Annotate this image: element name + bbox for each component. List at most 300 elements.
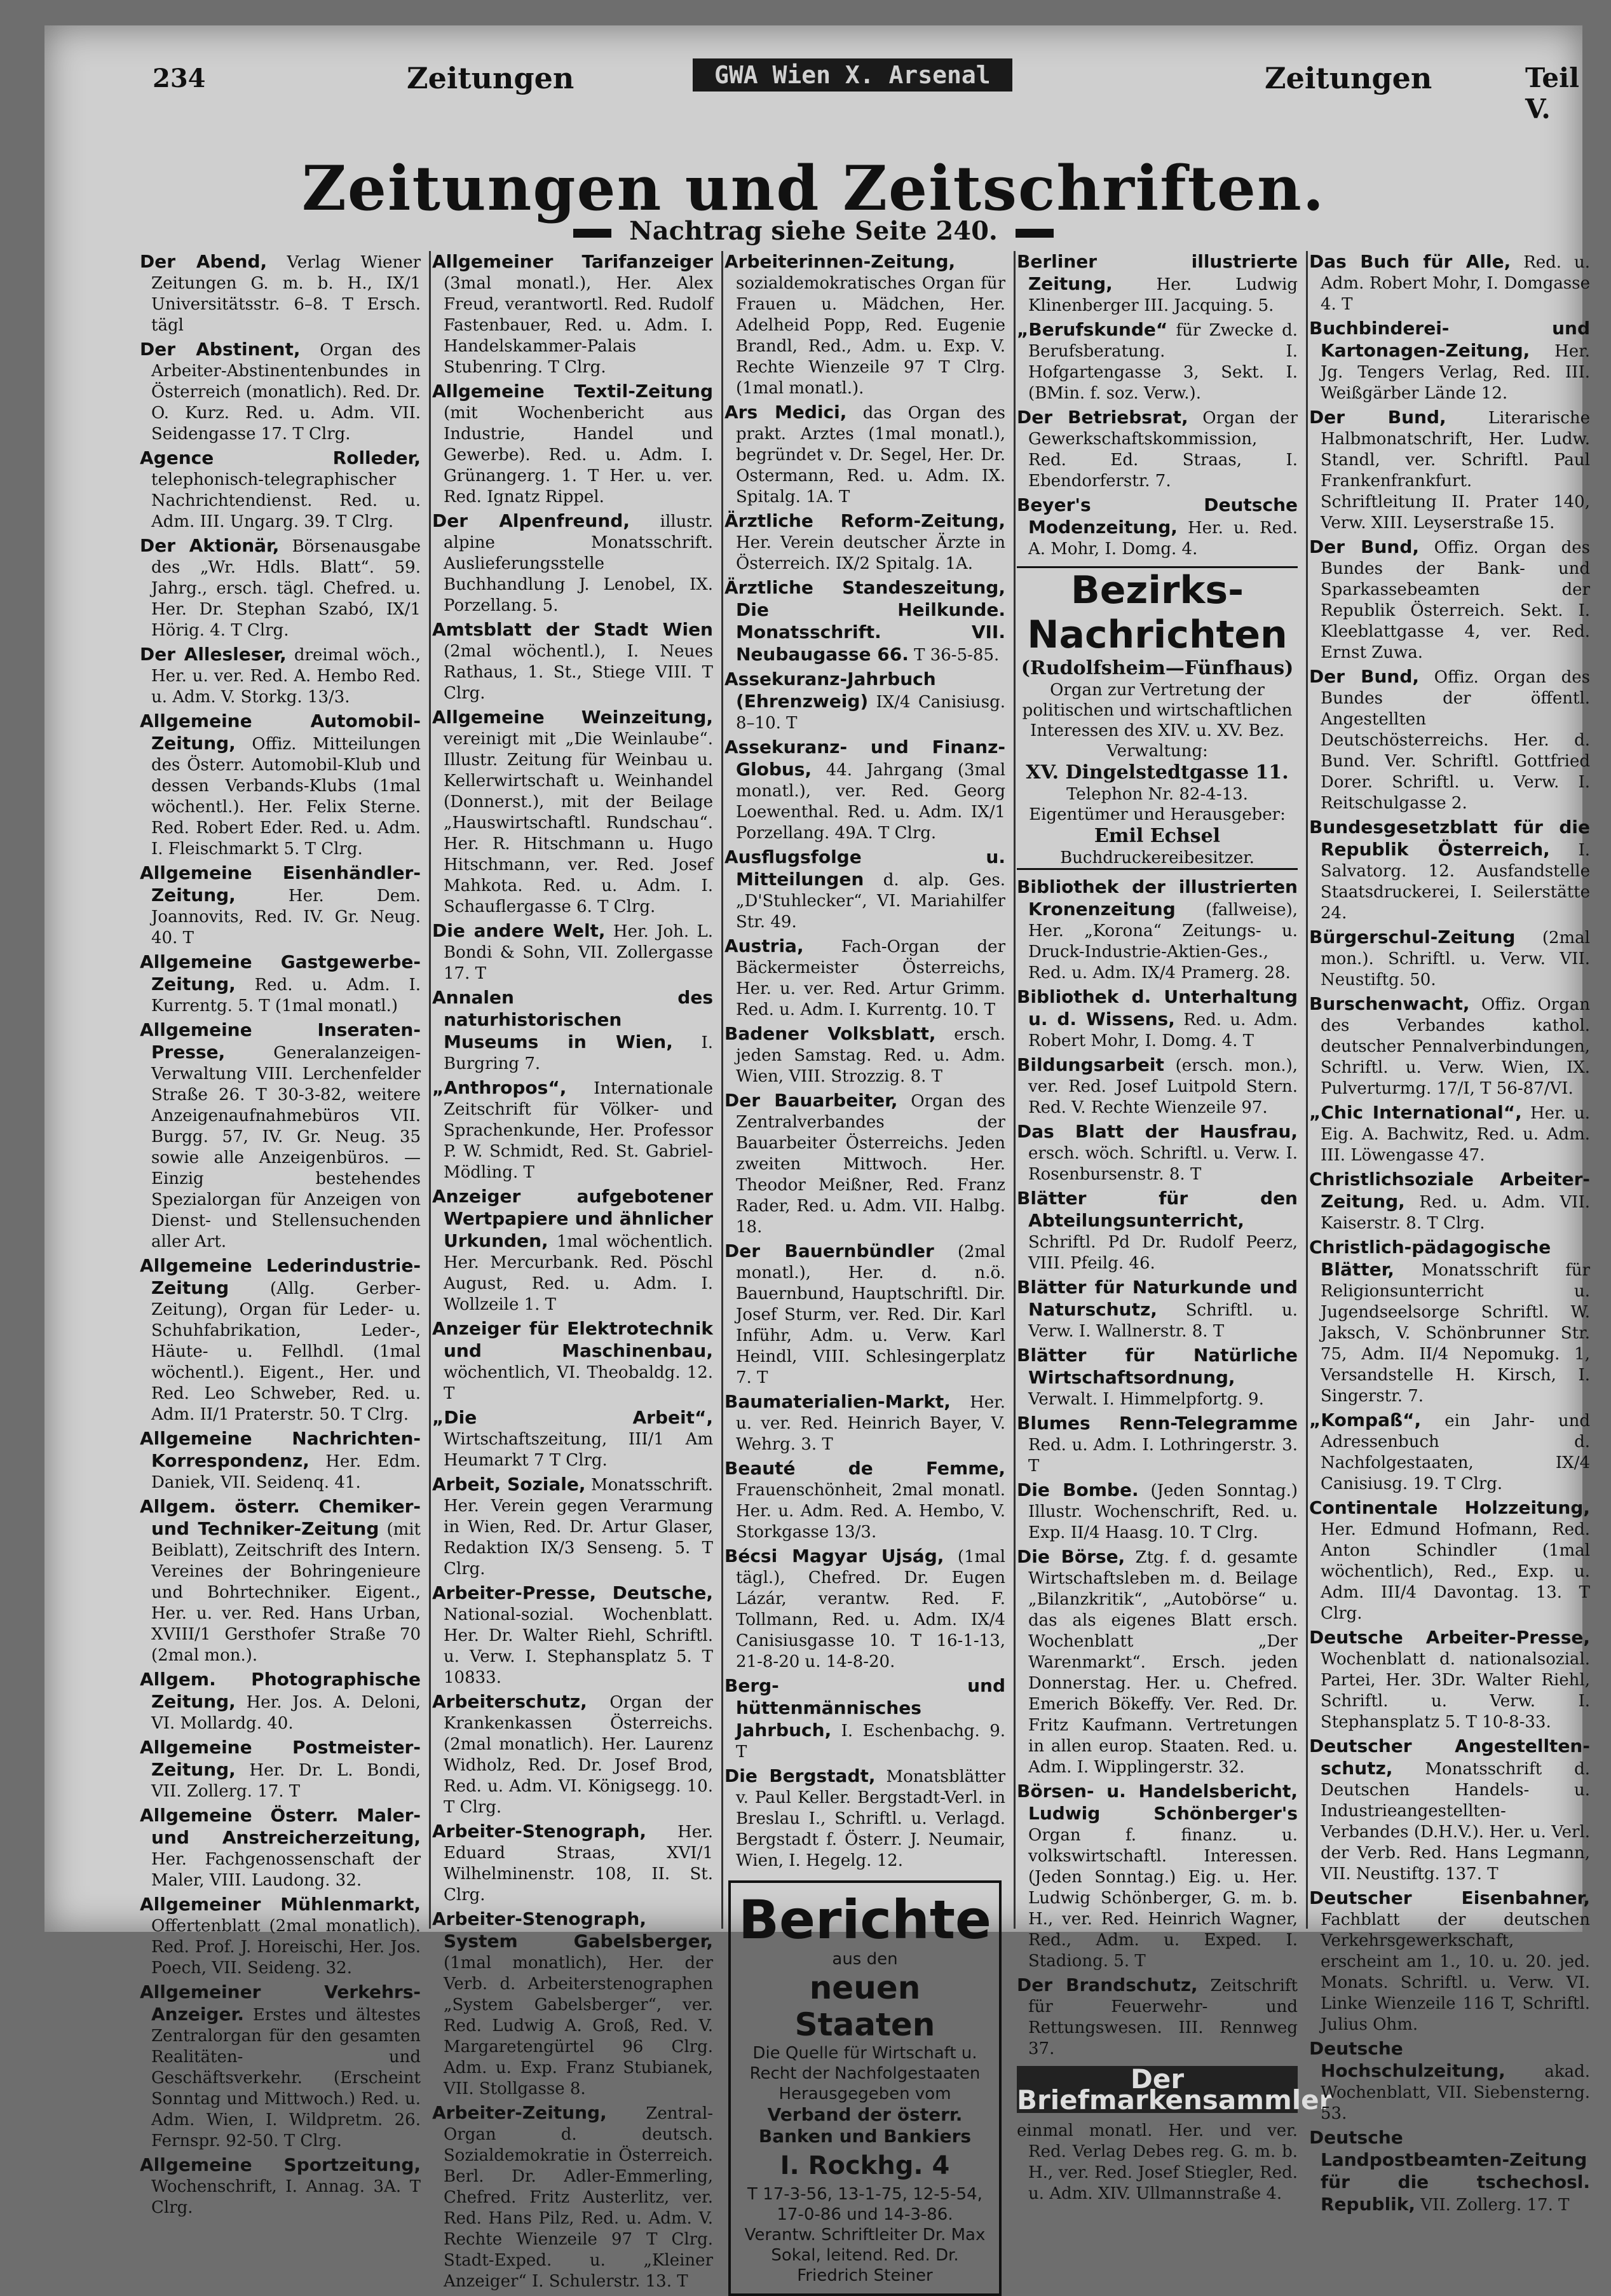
entry-details: (fallweise), Her. „Korona“ Zeitungs- u. Druck-Industrie-Aktien-Ges., Red. u. Adm. IX/4 Pramerg. 28. <box>1028 900 1298 982</box>
subtitle-text: Nachtrag siehe Seite 240. <box>629 216 998 246</box>
entry-name: Arbeit, Soziale, <box>432 1474 586 1495</box>
entry-name: Berliner illustrierte Zeitung, <box>1017 251 1298 294</box>
entry-details: Her. Jos. A. Deloni, VI. Mollardg. 40. <box>151 1693 421 1733</box>
entry-name: Bürgerschul-Zeitung <box>1309 927 1516 948</box>
entry-name: Allgemeine Lederindustrie-Zeitung <box>140 1255 421 1298</box>
entry-details: Monatsschrift. Her. Verein gegen Verarmung in Wien, Red. Dr. Artur Glaser, Redaktion IX/3 Senseng. 5. T Clrg. <box>444 1476 714 1579</box>
listing-entry <box>432 987 713 1075</box>
listing-entry <box>724 1090 1005 1238</box>
listing-entry <box>140 1019 421 1253</box>
entry-details: Generalanzeigen-Verwaltung VIII. Lerchenfelder Straße 26. T 30-3-82, weitere Anzeigenaufnahmebüros VII. Burgg. 57, IV. Gr. Neug. 35 sowie alle Anzeigenbüros. — Einzig bestehendes Spezialorgan für Anzeigen von Dienst- und Stellensuchenden aller Art. <box>151 1043 421 1251</box>
entry-name: Der Alpenfreund, <box>432 510 630 531</box>
listing-entry <box>724 577 1005 666</box>
entry-name: Allgemeine Weinzeitung, <box>432 707 713 728</box>
entry-name: Das Buch für Alle, <box>1309 251 1511 272</box>
page-number: 234 <box>153 64 206 93</box>
entry-details: Her. Dr. L. Bondi, VII. Zollerg. 17. T <box>151 1761 421 1801</box>
entry-name: Deutsche Landpostbeamten-Zeitung für die tschechosl. Republik, <box>1309 2127 1590 2215</box>
listing-entry <box>1309 666 1590 814</box>
entry-details: IX/4 Canisiusg. 8–10. T <box>736 693 1005 733</box>
entry-details: Offertenblatt (2mal monatlich). Red. Prof. J. Horeischi, Her. Jos. Poech, VII. Seideng. 32. <box>151 1917 421 1978</box>
entry-details: Organ des Zentralverbandes der Bauarbeiter Österreichs. Jeden zweiten Mittwoch. Her. Theodor Meißner, Red. Franz Rader, Red. u. Adm. VII. Halbg. 18. <box>736 1092 1005 1237</box>
entry-name: Blätter für Natürliche Wirtschaftsordnung, <box>1017 1345 1298 1388</box>
listing-entry <box>1017 1781 1298 1972</box>
column-2 <box>432 251 714 2291</box>
entry-name: Allgem. österr. Chemiker- und Techniker-Zeitung <box>140 1496 421 1539</box>
entry-details: Schriftl. u. Verw. I. Wallnerstr. 8. T <box>1028 1301 1298 1341</box>
entry-details: I. Eschenbachg. 9. T <box>736 1722 1006 1762</box>
listing-entry <box>432 1186 713 1315</box>
listing-entry <box>432 920 713 984</box>
entry-details: Literarische Halbmonatschrift, Her. Ludw. Standl, ver. Schriftl. Paul Frankenfrankfurt. Schriftleitung II. Prater 140, Verw. XIII. Leyserstraße 15. <box>1321 409 1590 533</box>
listing-entry <box>1309 1627 1590 1733</box>
entry-details: (mit Beiblatt), Zeitschrift des Intern. Vereines der Bohringenieure und Bohrtechniker. Eigent., Her. u. ver. Red. Hans Urban, XVIII/1 Gersthofer Straße 70 (2mal mon.). <box>151 1520 421 1665</box>
entry-name: Der Betriebsrat, <box>1017 407 1188 428</box>
entry-details: d. alp. Ges. „D'Stuhlecker“, VI. Mariahilfer Str. 49. <box>736 871 1005 932</box>
ad-headline: Berichte <box>738 1889 991 1951</box>
entry-name: Deutsche Hochschulzeitung, <box>1309 2038 1506 2081</box>
listing-entry <box>1309 1237 1590 1407</box>
listing-entry <box>140 951 421 1017</box>
entry-name: Allgemeiner Mühlenmarkt, <box>140 1894 421 1915</box>
column-1 <box>140 251 421 2217</box>
listing-entry <box>1309 1497 1590 1624</box>
entry-name: Buchbinderei- und Kartonagen-Zeitung, <box>1309 318 1590 361</box>
bezirk-headline: Bezirks-Nachrichten <box>1027 568 1288 657</box>
listing-entry <box>1017 1277 1298 1342</box>
entry-details: Ztg. f. d. gesamte Wirtschaftsleben m. d. Beilage „Bilanzkritik“, „Autobörse“ u. das als eigenes Blatt ersch. Wochenblatt „Der Warenmarkt“. Ersch. jeden Donnerstag. Her. u. Chefred. Emerich Bökeffy. Ver. Red. Dr. Fritz Kaufmann. Vertretungen in allen europ. Staaten. Red. u. Adm. I. Wipplingerstr. 32. <box>1028 1548 1298 1777</box>
entry-name: Beauté de Femme, <box>724 1458 1005 1479</box>
entry-name: Blätter für Naturkunde und Naturschutz, <box>1017 1277 1298 1320</box>
entry-name: Der Bauarbeiter, <box>724 1090 898 1111</box>
entry-details: Offiz. Organ des Bundes der Bank- und Sparkassebeamten der Republik Österreich. Sekt. I. Kleeblattgasse 4, ver. Red. Ernst Zuwa. <box>1321 538 1590 662</box>
listing-entry <box>1309 251 1590 315</box>
entry-name: Der Bund, <box>1309 666 1420 687</box>
entry-details: VII. Zollerg. 17. T <box>1420 2196 1570 2215</box>
listing-entry <box>140 1428 421 1493</box>
entry-details: Her. u. Red. A. Mohr, I. Domg. 4. <box>1028 519 1298 559</box>
entry-details: Organ des Arbeiter-Abstinentenbundes in Österreich (monatlich). Red. Dr. O. Kurz. Red. u. Adm. VII. Seidengasse 17. T Clrg. <box>151 341 421 444</box>
entry-name: Der Bauernbündler <box>724 1240 934 1261</box>
briefmarkensammler-heading: Der Briefmarkensammler <box>1017 2063 1333 2116</box>
entry-details: sozialdemokratisches Organ für Frauen u. Mädchen, Her. Adelheid Popp, Red. Eugenie Brandl, Red., Adm. u. Exp. V. Rechte Wienzeile 97 T Clrg. (1mal monatl.). <box>736 274 1005 398</box>
listing-entry <box>140 862 421 949</box>
listing-entry <box>724 846 1005 933</box>
entry-name: Bildungsarbeit <box>1017 1054 1164 1075</box>
entry-name: Amtsblatt der Stadt Wien <box>432 619 713 640</box>
entry-name: Der Abstinent, <box>140 339 301 360</box>
listing-entry <box>724 1240 1005 1389</box>
entry-details: einmal monatl. Her. und ver. Red. Verlag Debes reg. G. m. b. H., ver. Red. Josef Stiegler, Red. u. Adm. XIV. Ullmannstraße 4. <box>1017 2121 1298 2203</box>
column-4 <box>1017 251 1333 2203</box>
entry-name: Der Allesleser, <box>140 644 287 665</box>
ad-subheadline: neuen Staaten <box>794 1969 935 2043</box>
entry-details: ersch. jeden Samstag. Red. u. Adm. Wien, VIII. Strozzig. 8. T <box>736 1025 1006 1086</box>
listing-entry <box>140 447 421 533</box>
listing-entry <box>724 1391 1005 1455</box>
listing-entry <box>1309 407 1590 534</box>
entry-name: Das Blatt der Hausfrau, <box>1017 1121 1298 1142</box>
entry-name: Allgem. Photographische Zeitung, <box>140 1669 421 1712</box>
listing-entry <box>140 1894 421 1979</box>
entry-name: Agence Rolleder, <box>140 447 421 468</box>
listing-entry <box>1309 1169 1590 1234</box>
entry-name: Burschenwacht, <box>1309 993 1470 1014</box>
entry-name: Bibliothek der illustrierten Kronenzeitung <box>1017 876 1298 920</box>
entry-name: Der Aktionär, <box>140 535 280 556</box>
ad-line: Verantw. Schriftleiter Dr. Max Sokal, leitend. Red. Dr. Friedrich Steiner <box>744 2225 986 2285</box>
listing-entry <box>1017 1345 1298 1410</box>
listing-entry <box>1017 319 1298 404</box>
listing-entry <box>724 1765 1005 1871</box>
listing-entry <box>140 2154 421 2218</box>
column-4-entries-top <box>1017 251 1298 560</box>
entry-details: 44. Jahrgang (3mal monatl.), ver. Red. Georg Loewenthal. Red. u. Adm. IX/1 Porzellang. 49A. T Clrg. <box>736 761 1006 843</box>
entry-name: Allgemeiner Tarifanzeiger <box>432 251 713 272</box>
entry-details: telephonisch-telegraphischer Nachrichtendienst. Red. u. Adm. III. Ungarg. 39. T Clrg. <box>151 470 421 531</box>
bezirk-address: XV. Dingelstedtgasse 11. <box>1026 761 1289 784</box>
entry-details: Red. u. Adm. VII. Kaiserstr. 8. T Clrg. <box>1321 1193 1590 1233</box>
entry-details: (Jeden Sonntag.) Illustr. Wochenschrift, Red. u. Exp. II/4 Haasg. 10. T Clrg. <box>1028 1481 1298 1542</box>
entry-name: Arbeiterinnen-Zeitung, <box>724 251 956 272</box>
listing-entry <box>1017 2119 1298 2204</box>
entry-name: Assekuranz-Jahrbuch (Ehrenzweig) <box>724 669 936 712</box>
column-4-entries-bottom <box>1017 2119 1298 2204</box>
entry-details: (2mal mon.). Schriftl. u. Verw. VII. Neustiftg. 50. <box>1321 928 1590 989</box>
listing-entry <box>724 1675 1005 1763</box>
bezirks-nachrichten-box <box>1017 566 1298 870</box>
listing-entry <box>1309 2127 1590 2216</box>
entry-details: Fach-Organ der Bäckermeister Österreichs, Her. u. ver. Red. Artur Grimm. Red. u. Adm. I. Kurrentg. 10. T <box>736 937 1005 1019</box>
entry-name: Deutscher Angestellten-schutz, <box>1309 1736 1590 1779</box>
listing-entry <box>432 1474 713 1580</box>
entry-name: Christlich-pädagogische Blätter, <box>1309 1237 1551 1280</box>
entry-name: Ars Medici, <box>724 402 847 423</box>
entry-details: Offiz. Organ des Verbandes kathol. deutscher Pennalverbindungen, Schriftl. u. Verw. Wien, IX. Pulverturmg. 17/I, T 56-87/VI. <box>1321 995 1591 1098</box>
entry-details: Wochenblatt d. nationalsozial. Partei, Her. 3Dr. Walter Riehl, Schriftl. u. Verw. I. Stephansplatz 5. T 10-8-33. <box>1321 1650 1590 1732</box>
entry-name: Die Börse, <box>1017 1546 1125 1567</box>
entry-name: Die andere Welt, <box>432 920 606 941</box>
bezirk-line: Verwaltung: <box>1106 742 1208 761</box>
entry-details: illustr. alpine Monatsschrift. Auslieferungsstelle Buchhandlung J. Lenobel, IX. Porzellang. 5. <box>444 512 713 615</box>
listing-entry <box>140 644 421 708</box>
listing-entry <box>432 1582 713 1688</box>
entry-details: (Allg. Gerber-Zeitung), Organ für Leder- u. Schuhfabrikation, Leder-, Häute- u. Fellhdl. (1mal wöchentl.). Eigent., Her. und Red. Leo Schweber, Red. u. Adm. II/1 Praterstr. 50. T Clrg. <box>151 1279 421 1424</box>
entry-details: Internationale Zeitschrift für Völker- und Sprachenkunde, Her. Professor P. W. Schmidt, Red. St. Gabriel-Mödling. T <box>444 1079 713 1182</box>
running-header <box>44 58 1582 125</box>
ad-line: aus den <box>832 1950 898 1969</box>
entry-details: Her. Eduard Straas, XVI/1 Wilhelminenstr. 108, II. St. Clrg. <box>444 1823 713 1905</box>
entry-details: Monatsschrift für Religionsunterricht u. Jugendseelsorge Schriftl. W. Jaksch, V. Schönbrunner Str. 75, Adm. II/4 Nepomukg. 1, Versandstelle H. Kirsch, I. Singerstr. 7. <box>1321 1261 1591 1406</box>
entry-name: Bundesgesetzblatt für die Republik Österreich, <box>1309 817 1590 860</box>
listing-entry <box>432 2102 713 2292</box>
entry-details: (2mal monatl.), Her. d. n.ö. Bauernbund, Hauptschriftl. Dir. Josef Sturm, ver. Red. Dir. Karl Inführ, Adm. u. Verw. Karl Heindl, VIII. Schlesingerplatz 7. T <box>736 1242 1005 1387</box>
listing-entry <box>1017 1054 1298 1118</box>
entry-name: Allgemeine Automobil-Zeitung, <box>140 710 421 754</box>
entry-details: Erstes und ältestes Zentralorgan für den gesamten Realitäten- und Geschäftsverkehr. (Erscheint Sonntag und Mittwoch.) Red. u. Adm. Wien, I. Wildpretm. 26. Fernspr. 92-50. T Clrg. <box>151 2006 421 2150</box>
entry-name: „Chic International“, <box>1309 1102 1522 1123</box>
listing-entry <box>140 1669 421 1734</box>
entry-name: Allgemeine Österr. Maler- und Anstreicherzeitung, <box>140 1805 421 1848</box>
listing-entry <box>1309 817 1590 924</box>
listing-entry <box>140 710 421 860</box>
listing-entry <box>1017 1974 1298 2060</box>
bezirk-line: Telephon Nr. 82-4-13. <box>1066 785 1248 804</box>
entry-name: Assekuranz- und Finanz-Globus, <box>724 737 1005 780</box>
listing-entry <box>432 1821 713 1906</box>
entry-details: I. Burgring 7. <box>444 1033 713 1073</box>
listing-entry <box>432 1908 713 2100</box>
listing-entry <box>140 251 421 336</box>
entry-details: Monatsschrift d. Deutschen Handels- u. Industrieangestellten-Verbandes (D.H.V.). Her. u. Verl. der Verb. Red. Hans Legmann, VII. Neustiftg. 137. T <box>1321 1760 1591 1884</box>
entry-name: Allgemeine Inseraten-Presse, <box>140 1019 421 1063</box>
entry-details: (2mal wöchentl.), I. Neues Rathaus, 1. St., Stiege VIII. T Clrg. <box>444 642 713 703</box>
listing-entry <box>1017 1413 1298 1477</box>
entry-name: Beyer's Deutsche Modenzeitung, <box>1017 494 1298 538</box>
listing-entry <box>432 1077 713 1183</box>
listing-entry <box>1309 1102 1590 1166</box>
entry-details: Her. Joh. L. Bondi & Sohn, VII. Zollergasse 17. T <box>444 922 714 983</box>
entry-name: Blumes Renn-Telegramme <box>1017 1413 1298 1434</box>
entry-name: Blätter für den Abteilungsunterricht, <box>1017 1188 1298 1231</box>
entry-name: Der Bund, <box>1309 536 1420 557</box>
header-right-title: Zeitungen <box>1265 61 1432 95</box>
listing-entry <box>432 1318 713 1404</box>
entry-name: Ärztliche Standeszeitung, Die Heilkunde. Monatsschrift. VII. Neubaugasse 66. <box>724 577 1005 665</box>
listing-entry <box>140 535 421 641</box>
listing-entry <box>432 619 713 704</box>
entry-details: Organ f. finanz. u. volkswirtschaftl. Interessen. (Jeden Sonntag.) Eig. u. Her. Ludwig Schönberger, G. m. b. H., ver. Red. Heinrich Wagner, Red., Adm. u. Exped. I. Stadiong. 5. T <box>1028 1826 1298 1971</box>
entry-name: Bécsi Magyar Ujság, <box>724 1545 944 1566</box>
entry-details: Monatsblätter v. Paul Keller. Bergstadt-Verl. in Breslau I., Schriftl. u. Verlagd. Bergstadt f. Österr. J. Neumair, Wien, I. Hegelg. 12. <box>736 1767 1005 1870</box>
entry-details: (3mal monatl.), Her. Alex Freud, verantwortl. Red. Rudolf Fastenbauer, Red. u. Adm. I. Handelskammer-Palais Stubenring. T Clrg. <box>444 274 713 377</box>
entry-details: Her. u. Eig. A. Bachwitz, Red. u. Adm. III. Löwengasse 47. <box>1321 1104 1591 1165</box>
ad-line: Die Quelle für Wirtschaft u. Recht der Nachfolgestaaten <box>749 2044 981 2083</box>
entry-name: Der Brandschutz, <box>1017 1974 1198 1995</box>
entry-details: Her. Dem. Joannovits, Red. IV. Gr. Neug. 40. T <box>151 886 421 948</box>
entry-name: Allgemeine Textil-Zeitung <box>432 381 713 402</box>
column-3-entries <box>724 251 1005 1871</box>
bezirk-owner: Emil Echsel <box>1094 825 1221 847</box>
entry-details: I. Salvatorg. 12. Ausfandstelle Staatsdruckerei, I. Seilerstätte 24. <box>1321 841 1590 923</box>
entry-details: Her. Ludwig Klinenberger III. Jacquing. 5. <box>1028 275 1298 315</box>
ad-line: T 17-3-56, 13-1-75, 12-5-54, 17-0-86 und 14-3-86. <box>747 2185 982 2224</box>
bezirk-line: Eigentümer und Herausgeber: <box>1029 805 1286 824</box>
pointing-hand-icon <box>573 229 611 238</box>
listing-entry <box>432 510 713 616</box>
header-left-title: Zeitungen <box>407 61 574 95</box>
entry-details: ersch. wöch. Schriftl. u. Verw. I. Rosenbursenstr. 8. T <box>1028 1144 1298 1184</box>
berichte-advertisement <box>728 1880 1002 2296</box>
listing-entry <box>432 381 713 508</box>
bezirk-line: Organ zur Vertretung der politischen und wirtschaftlichen Interessen des XIV. u. XV. Bez. <box>1022 681 1293 740</box>
entry-details: T 36-5-85. <box>914 646 1000 665</box>
listing-entry <box>1309 2038 1590 2124</box>
entry-name: Annalen des naturhistorischen Museums in Wien, <box>432 987 713 1052</box>
listing-entry <box>432 1691 713 1818</box>
entry-details: Frauenschönheit, 2mal monatl. Her. u. Adm. Red. A. Hembo, V. Storkgasse 13/3. <box>736 1481 1005 1542</box>
listing-entry <box>724 1458 1005 1543</box>
entry-details: Wirtschaftszeitung, III/1 Am Heumarkt 7 T Clrg. <box>444 1430 713 1470</box>
library-stamp: GWA Wien X. Arsenal <box>693 58 1012 92</box>
listing-entry <box>1017 1188 1298 1274</box>
entry-details: Zentral-Organ d. deutsch. Sozialdemokratie in Österreich. Berl. Dr. Adler-Emmerling, Chefred. Fritz Austerlitz, ver. Red. Hans Pilz, Red. u. Adm. V. Rechte Wienzeile 97 T Clrg. Stadt-Exped. u. „Kleiner Anzeiger“ I. Schulerstr. 13. T <box>444 2104 713 2291</box>
entry-name: Die Bergstadt, <box>724 1765 876 1786</box>
entry-details: Börsenausgabe des „Wr. Hdls. Blatt“. 59. Jahrg., ersch. tägl. Chefred. u. Her. Dr. Stephan Szabó, IX/1 Hörig. 4. T Clrg. <box>151 537 421 640</box>
entry-details: Red. u. Adm. I. Lothringerstr. 3. T <box>1028 1436 1298 1476</box>
entry-name: „Berufskunde“ <box>1017 319 1168 340</box>
entry-name: Arbeiter-Stenograph, System Gabelsberger, <box>432 1908 713 1952</box>
entry-details: Organ der Gewerkschaftskommission, Red. Ed. Straas, I. Ebendorferstr. 7. <box>1028 409 1298 491</box>
entry-details: (mit Wochenbericht aus Industrie, Handel und Gewerbe). Red. u. Adm. I. Grünangerg. 1. T Her. u. ver. Red. Ignatz Rippel. <box>444 404 713 506</box>
listing-entry <box>1017 494 1298 560</box>
listing-entry <box>1017 1479 1298 1544</box>
listing-entry <box>724 669 1005 734</box>
entry-name: Allgemeine Eisenhändler-Zeitung, <box>140 862 421 906</box>
entry-details: Zeitschrift für Feuerwehr- und Rettungswesen. III. Rennweg 37. <box>1028 1976 1298 2058</box>
listing-entry <box>724 1545 1005 1673</box>
entry-details: Red. u. Adm. Robert Mohr, I. Domg. 4. T <box>1028 1010 1298 1050</box>
bezirk-line: Buchdruckereibesitzer. <box>1060 848 1254 867</box>
entry-name: Der Abend, <box>140 251 268 272</box>
entry-details: Red. u. Adm. Robert Mohr, I. Domgasse 4. T <box>1321 253 1590 314</box>
entry-details: wöchentlich, VI. Theobaldg. 12. T <box>444 1363 713 1403</box>
entry-name: Arbeiter-Stenograph, <box>432 1821 646 1842</box>
listing-entry <box>1017 986 1298 1052</box>
entry-name: Ärztliche Reform-Zeitung, <box>724 510 1005 531</box>
entry-name: Deutsche Arbeiter-Presse, <box>1309 1627 1590 1648</box>
listing-entry <box>140 339 421 445</box>
entry-details: 1mal wöchentlich. Her. Mercurbank. Red. Pöschl August, Red. u. Adm. I. Wollzeile 1. T <box>444 1232 713 1314</box>
entry-details: für Zwecke d. Berufsberatung. I. Hofgartengasse 3, Sekt. I. (BMin. f. soz. Verw.). <box>1028 321 1298 403</box>
entry-name: Ausflugsfolge u. Mitteilungen <box>724 846 1005 890</box>
listing-entry <box>432 707 713 918</box>
listing-entry <box>140 1496 421 1666</box>
entry-name: Austria, <box>724 935 804 956</box>
entry-name: Baumaterialien-Markt, <box>724 1391 951 1412</box>
entry-name: „Die Arbeit“, <box>432 1407 713 1428</box>
entry-details: vereinigt mit „Die Weinlaube“. Illustr. Zeitung für Weinbau u. Kellerwirtschaft u. Weinhandel (Donnerst.), mit der Beilage „Hauswirtschaftl. Rundschau“. Her. R. Hitschmann u. Hugo Hitschmann, ver. Red. Josef Mahkota. Red. u. Adm. I. Schauflergasse 6. T Clrg. <box>444 730 713 916</box>
ad-line: Herausgegeben vom <box>778 2084 951 2103</box>
entry-name: Allgemeine Sportzeitung, <box>140 2154 421 2175</box>
listing-entry <box>724 737 1005 844</box>
entry-name: Berg- und hüttenmännisches Jahrbuch, <box>724 1675 1005 1741</box>
listing-entry <box>432 251 713 378</box>
listing-entry <box>724 510 1005 574</box>
header-part: Teil V. <box>1525 62 1580 125</box>
listing-entry <box>1309 1736 1590 1885</box>
listing-entry <box>1309 1887 1590 2035</box>
pointing-hand-icon <box>1016 229 1054 238</box>
listing-entry <box>1309 536 1590 663</box>
column-5 <box>1309 251 1591 2215</box>
ad-line: Verband der österr. Banken und Bankiers <box>758 2104 972 2147</box>
entry-name: Bibliothek d. Unterhaltung u. d. Wissens, <box>1017 986 1298 1029</box>
entry-name: Continentale Holzzeitung, <box>1309 1497 1590 1518</box>
listing-entry <box>724 1023 1005 1087</box>
listing-entry <box>1309 1410 1590 1495</box>
entry-details: Offiz. Mitteilungen des Österr. Automobil-Klub und dessen Verbands-Klubs (1mal wöchentl.). Her. Felix Sterne. Red. Robert Eder. Red. u. Adm. I. Fleischmarkt 5. T Clrg. <box>151 735 421 859</box>
entry-name: Arbeiter-Presse, Deutsche, <box>432 1582 713 1603</box>
entry-name: Der Bund, <box>1309 407 1446 428</box>
entry-name: Arbeiterschutz, <box>432 1691 587 1712</box>
listing-entry <box>724 935 1005 1021</box>
listing-entry <box>140 1255 421 1425</box>
entry-name: „Anthropos“, <box>432 1077 567 1098</box>
listing-entry <box>1017 251 1298 316</box>
entry-details: Schriftl. Pd Dr. Rudolf Peerz, VIII. Pfeilg. 46. <box>1028 1233 1298 1273</box>
entry-details: Her. Edmund Hofmann, Red. Anton Schindler (1mal wöchentlich), Red., Exp. u. Adm. III/4 Davontag. 13. T Clrg. <box>1321 1520 1590 1623</box>
page-subtitle <box>44 216 1582 246</box>
entry-details: ein Jahr- und Adressenbuch d. Nachfolgestaaten, IX/4 Canisiusg. 19. T Clrg. <box>1321 1411 1591 1493</box>
page-title: Zeitungen und Zeitschriften. <box>301 153 1326 224</box>
entry-name: Anzeiger aufgebotener Wertpapiere und ähnlicher Urkunden, <box>432 1186 713 1251</box>
listing-entry <box>432 1407 713 1471</box>
listing-entry <box>140 1805 421 1891</box>
entry-name: Allgemeine Postmeister-Zeitung, <box>140 1737 421 1780</box>
listing-entry <box>140 1737 421 1802</box>
entry-details: Red. u. Adm. I. Kurrentg. 5. T (1mal monatl.) <box>151 975 421 1016</box>
listing-entry <box>724 402 1005 508</box>
entry-name: Deutscher Eisenbahner, <box>1309 1887 1590 1908</box>
entry-name: Anzeiger für Elektrotechnik und Maschinenbau, <box>432 1318 713 1361</box>
entry-details: dreimal wöch., Her. u. ver. Red. A. Hembo Red. u. Adm. V. Storkg. 13/3. <box>151 646 421 707</box>
entry-details: Her. Edm. Daniek, VII. Seidenq. 41. <box>151 1452 421 1492</box>
entry-details: Offiz. Organ des Bundes der öffentl. Angestellten Deutschösterreichs. Her. d. Bund. Ver. Schriftl. Gottfried Dorer. Schriftl. u. Verw. I. Reitschulgasse 2. <box>1321 668 1590 813</box>
entry-name: Die Bombe. <box>1017 1479 1139 1500</box>
entry-details: (1mal tägl.), Chefred. Dr. Eugen Lázár, verantw. Red. F. Tollmann, Red. u. Adm. IX/4 Canisiusgasse 10. T 16-1-13, 21-8-20 u. 14-8-20. <box>736 1547 1005 1671</box>
entry-details: (ersch. mon.), ver. Red. Josef Luitpold Stern. Red. V. Rechte Wienzeile 97. <box>1028 1056 1298 1117</box>
entry-details: Verlag Wiener Zeitungen G. m. b. H., IX/1 Universitätsstr. 6–8. T Ersch. tägl <box>151 253 421 335</box>
listing-entry <box>1017 1546 1298 1778</box>
entry-details: (1mal monatlich), Her. der Verb. d. Arbeiterstenographen „System Gabelsberger“, ver. Red. Ludwig A. Groß, Red. V. Margaretengürtel 96 Clrg. Adm. u. Exp. Franz Stubianek, VII. Stollgasse 8. <box>444 1953 713 2098</box>
entry-name: Arbeiter-Zeitung, <box>432 2102 607 2123</box>
ad-address: I. Rockhg. 4 <box>780 2151 950 2180</box>
entry-name: Allgemeiner Verkehrs-Anzeiger. <box>140 1981 421 2025</box>
entry-details: Fachblatt der deutschen Verkehrsgewerkschaft, erscheint am 1., 10. u. 20. jed. Monats. Schriftl. u. Verw. VI. Linke Wienzeile 116 T, Schriftl. Julius Ohm. <box>1321 1910 1590 2034</box>
entry-name: Allgemeine Nachrichten-Korrespondenz, <box>140 1428 421 1471</box>
column-4-entries-mid <box>1017 876 1298 2060</box>
entry-details: Her. Verein deutscher Ärzte in Österreich. IX/2 Spitalg. 1A. <box>736 533 1005 573</box>
listing-entry <box>724 251 1005 399</box>
entry-name: Allgemeine Gastgewerbe-Zeitung, <box>140 951 421 995</box>
entry-details: Her. Fachgenossenschaft der Maler, VIII. Laudong. 32. <box>151 1850 421 1890</box>
entry-name: „Kompaß“, <box>1309 1410 1422 1430</box>
newspaper-page <box>44 25 1591 2291</box>
entry-details: Wochenschrift, I. Annag. 3A. T Clrg. <box>151 2177 421 2217</box>
entry-name: Börsen- u. Handelsbericht, Ludwig Schönberger's <box>1017 1781 1298 1824</box>
listing-columns <box>140 251 1608 2291</box>
entry-name: Christlichsoziale Arbeiter-Zeitung, <box>1309 1169 1590 1212</box>
entry-details: akad. Wochenblatt, VII. Siebensterng. 53. <box>1321 2062 1590 2123</box>
entry-details: das Organ des prakt. Arztes (1mal monatl.), begründet v. Dr. Segel, Her. Dr. Ostermann, Red. u. Adm. IX. Spitalg. 1A. T <box>736 404 1005 506</box>
entry-name: Badener Volksblatt, <box>724 1023 936 1044</box>
listing-entry <box>1017 407 1298 492</box>
entry-details: Her. u. ver. Red. Heinrich Bayer, V. Wehrg. 3. T <box>736 1393 1005 1454</box>
entry-details: Organ der Krankenkassen Österreichs. (2mal monatlich). Her. Laurenz Widholz, Red. Dr. Josef Brod, Red. u. Adm. VI. Königsegg. 10. T Clrg. <box>444 1693 713 1817</box>
listing-entry <box>1309 318 1590 404</box>
listing-entry <box>1309 927 1590 991</box>
column-3 <box>724 251 1006 2285</box>
entry-details: Her. Jg. Tengers Verlag, Red. III. Weißgärber Lände 12. <box>1321 342 1590 403</box>
listing-entry <box>140 1981 421 2152</box>
entry-details: Verwalt. I. Himmelpfortg. 9. <box>1028 1390 1264 1409</box>
listing-entry <box>1017 1121 1298 1185</box>
listing-entry <box>1017 876 1298 984</box>
listing-entry <box>1309 993 1590 1099</box>
bezirk-line: (Rudolfsheim—Fünfhaus) <box>1021 657 1294 679</box>
entry-details: National-sozial. Wochenblatt. Her. Dr. Walter Riehl, Schriftl. u. Verw. I. Stephansplatz 5. T 10833. <box>444 1605 713 1687</box>
